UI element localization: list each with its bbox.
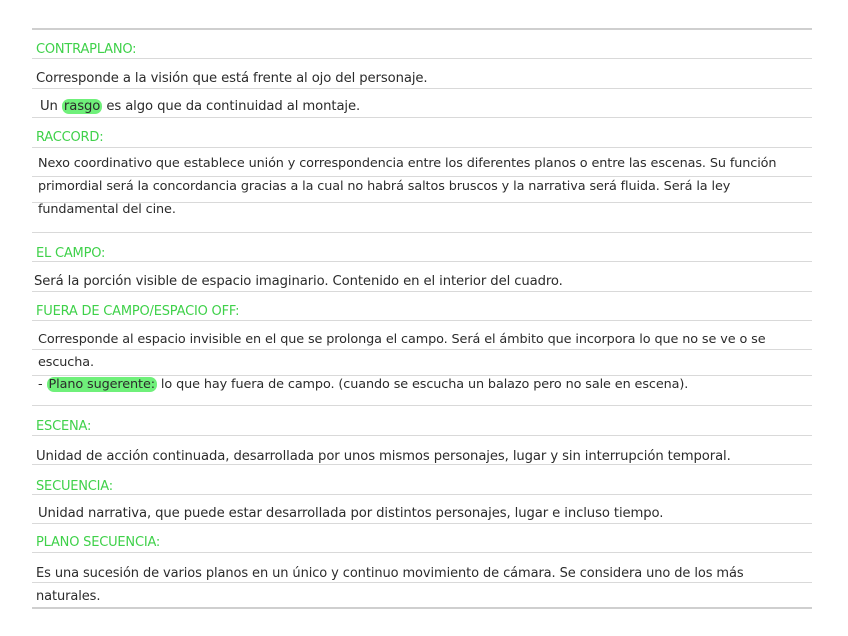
- ruled-line: [32, 58, 812, 59]
- contraplano-text-line: Corresponde a la visión que está frente al ojo del personaje.: [36, 71, 428, 86]
- highlight-plano-sugerente: Plano sugerente:: [48, 377, 155, 392]
- heading-plano-secuencia: PLANO SECUENCIA:: [36, 535, 161, 550]
- el-campo-text-line: Será la porción visible de espacio imaginario. Contenido en el interior del cuadro.: [34, 274, 563, 289]
- text-span: lo que hay fuera de campo. (cuando se escucha un balazo pero no sale en escena).: [156, 377, 689, 392]
- ruled-line: [32, 494, 812, 495]
- raccord-text-line-3: fundamental del cine.: [38, 202, 176, 217]
- highlight-rasgo: rasgo: [63, 99, 101, 114]
- heading-el-campo: EL CAMPO:: [36, 246, 106, 261]
- ruled-line: [32, 88, 812, 89]
- ruled-line: [32, 232, 812, 233]
- ruled-line: [32, 291, 812, 292]
- ruled-line: [32, 405, 812, 406]
- ruled-line: [32, 147, 812, 148]
- ruled-line: [32, 320, 812, 321]
- text-span: -: [38, 377, 47, 392]
- contraplano-rasgo-line: [40, 99, 360, 114]
- ruled-line: [32, 552, 812, 553]
- ruled-line: [32, 435, 812, 436]
- plano-sugerente-line: [38, 377, 688, 392]
- heading-raccord: RACCORD:: [36, 130, 104, 145]
- ruled-line: [32, 523, 812, 524]
- ruled-line: [32, 261, 812, 262]
- heading-secuencia: SECUENCIA:: [36, 479, 113, 494]
- raccord-text-line-2: primordial será la concordancia gracias a la cual no habrá saltos bruscos y la narrativa será fluida. Será la ley: [38, 179, 731, 194]
- heading-contraplano: CONTRAPLANO:: [36, 42, 137, 57]
- heading-fuera-de-campo: FUERA DE CAMPO/ESPACIO OFF:: [36, 304, 240, 319]
- plano-secuencia-text-line-2: naturales.: [36, 589, 101, 604]
- ruled-line: [32, 375, 812, 376]
- raccord-text-line-1: Nexo coordinativo que establece unión y correspondencia entre los diferentes planos o entre las escenas. Su función: [38, 156, 777, 171]
- top-rule: [32, 28, 812, 30]
- text-span: Un: [40, 99, 62, 114]
- bottom-rule: [32, 607, 812, 609]
- fuera-de-campo-text-line-1: Corresponde al espacio invisible en el que se prolonga el campo. Será el ámbito que incorpora lo que no se ve o se: [38, 332, 766, 347]
- ruled-line: [32, 349, 812, 350]
- fuera-de-campo-text-line-2: escucha.: [38, 355, 94, 370]
- heading-escena: ESCENA:: [36, 419, 92, 434]
- ruled-line: [32, 176, 812, 177]
- escena-text-line: Unidad de acción continuada, desarrollada por unos mismos personajes, lugar y sin interrupción temporal.: [36, 449, 731, 464]
- plano-secuencia-text-line-1: Es una sucesión de varios planos en un único y continuo movimiento de cámara. Se considera uno de los más: [36, 566, 744, 581]
- text-span: es algo que da continuidad al montaje.: [102, 99, 361, 114]
- ruled-line: [32, 464, 812, 465]
- ruled-line: [32, 582, 812, 583]
- secuencia-text-line: Unidad narrativa, que puede estar desarrollada por distintos personajes, lugar e incluso tiempo.: [38, 506, 664, 521]
- ruled-line: [32, 117, 812, 118]
